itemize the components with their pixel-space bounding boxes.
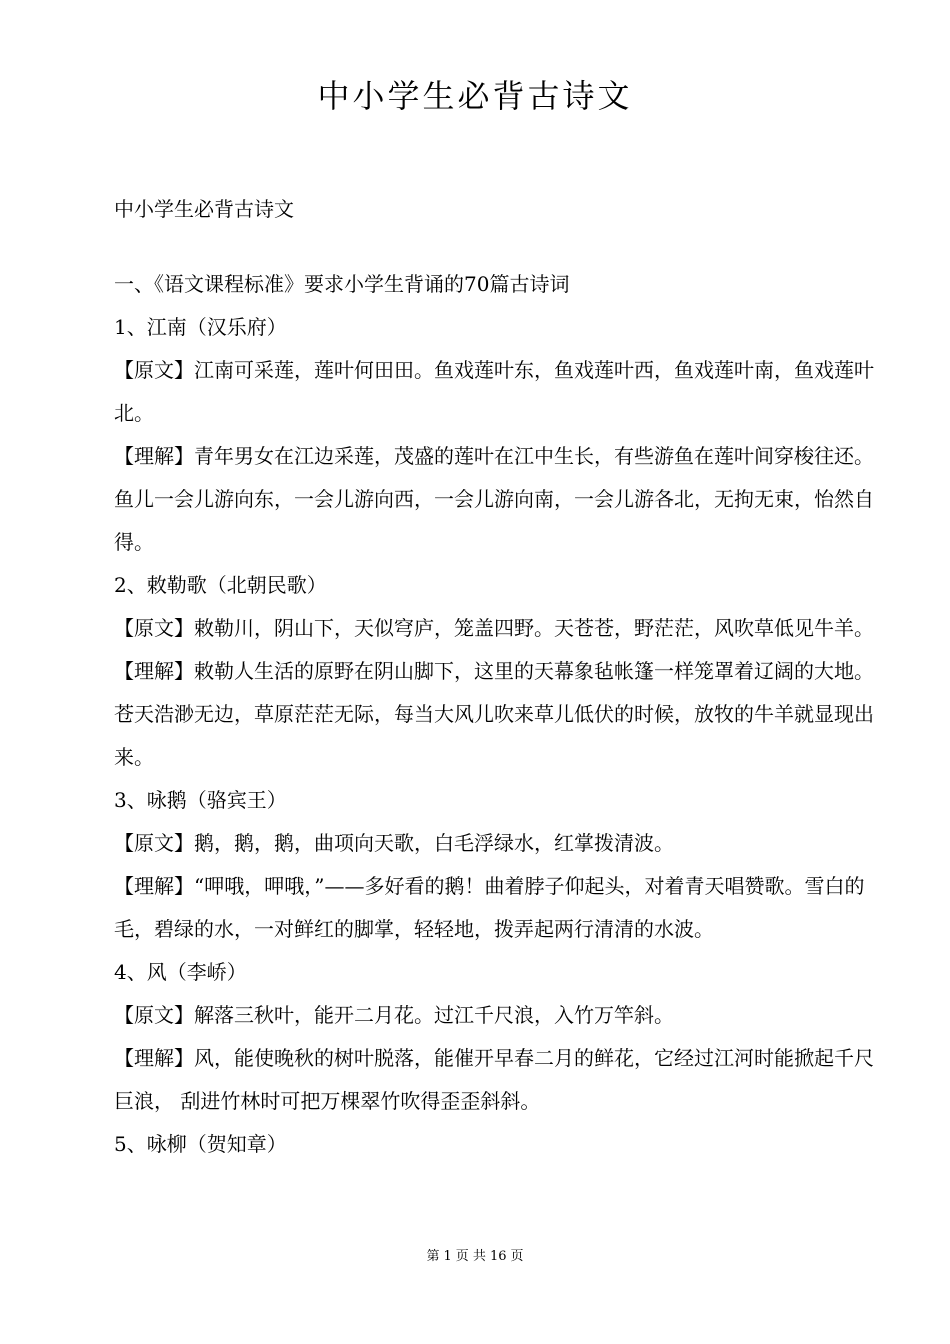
poem-original (114, 994, 884, 1037)
section-heading: 一、《语文课程标准》要求小学生背诵的70篇古诗词 (114, 272, 570, 296)
explain-tag: 【理解】 (114, 444, 194, 468)
footer-page-number: 1 (443, 1249, 452, 1264)
original-text: 江南可采莲，莲叶何田田。鱼戏莲叶东，鱼戏莲叶西，鱼戏莲叶南，鱼戏莲叶北。 (114, 358, 874, 425)
original-tag: 【原文】 (114, 358, 194, 382)
poem-heading: 1、江南（汉乐府） (114, 315, 287, 339)
poem-heading: 5、咏柳（贺知章） (114, 1132, 287, 1156)
explain-text: 风，能使晚秋的树叶脱落，能催开早春二月的鲜花，它经过江河时能掀起千尺巨浪， 刮进竹林时可把万棵翠竹吹得歪歪斜斜。 (114, 1046, 874, 1113)
document-title: 中小学生必背古诗文 (317, 77, 633, 115)
original-text: 鹅，鹅，鹅，曲项向天歌，白毛浮绿水，红掌拨清波。 (194, 831, 674, 855)
poem-explanation (114, 1037, 884, 1123)
document-body (114, 188, 884, 1166)
footer-middle: 页 共 (455, 1249, 486, 1264)
poem-heading: 4、风（李峤） (114, 960, 247, 984)
footer-suffix: 页 (510, 1249, 524, 1264)
poem-heading: 2、敕勒歌（北朝民歌） (114, 573, 327, 597)
poem-original (114, 822, 884, 865)
poem-explanation (114, 865, 884, 951)
spacer (114, 231, 884, 263)
explain-text: 敕勒人生活的原野在阴山脚下，这里的天幕象毡帐篷一样笼罩着辽阔的大地。苍天浩渺无边，草原茫茫无际，每当大风儿吹来草儿低伏的时候，放牧的牛羊就显现出来。 (114, 659, 874, 769)
document-subtitle: 中小学生必背古诗文 (114, 197, 294, 221)
original-tag: 【原文】 (114, 616, 194, 640)
explain-tag: 【理解】 (114, 1046, 194, 1070)
poem-explanation (114, 435, 884, 564)
footer-total-pages: 16 (489, 1249, 507, 1264)
original-text: 解落三秋叶，能开二月花。过江千尺浪，入竹万竿斜。 (194, 1003, 674, 1027)
explain-tag: 【理解】 (114, 874, 194, 898)
page-footer (0, 1248, 950, 1266)
explain-text: “呷哦，呷哦，”——多好看的鹅！曲着脖子仰起头，对着青天唱赞歌。雪白的毛，碧绿的水，一对鲜红的脚掌，轻轻地，拨弄起两行清清的水波。 (114, 874, 865, 941)
poem-original (114, 349, 884, 435)
poem-explanation (114, 650, 884, 779)
explain-tag: 【理解】 (114, 659, 194, 683)
poem-heading: 3、咏鹅（骆宾王） (114, 788, 287, 812)
original-text: 敕勒川，阴山下，天似穹庐，笼盖四野。天苍苍，野茫茫，风吹草低见牛羊。 (194, 616, 874, 640)
footer-prefix: 第 (426, 1249, 440, 1264)
original-tag: 【原文】 (114, 831, 194, 855)
original-tag: 【原文】 (114, 1003, 194, 1027)
poem-original (114, 607, 884, 650)
explain-text: 青年男女在江边采莲，茂盛的莲叶在江中生长，有些游鱼在莲叶间穿梭往还。鱼儿一会儿游向东，一会儿游向西，一会儿游向南，一会儿游各北，无拘无束，怡然自得。 (114, 444, 874, 554)
